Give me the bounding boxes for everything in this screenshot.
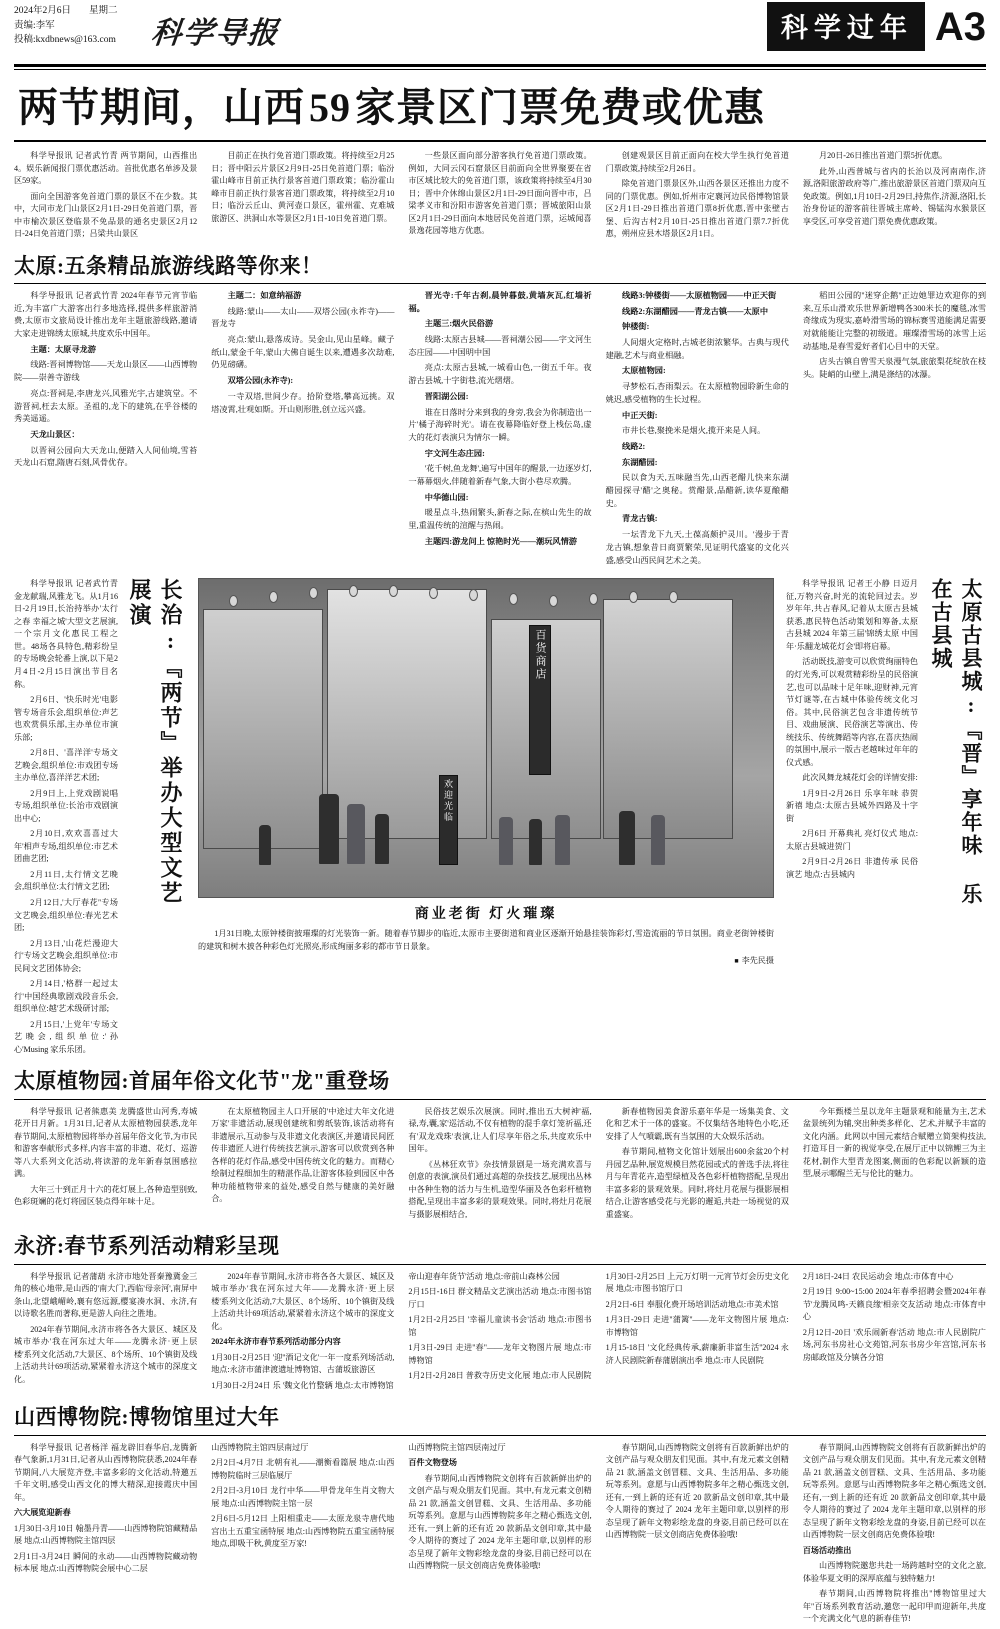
bg-p0: 大年三十到正月十六的花灯展上,各种造型别致,色彩斑斓的花灯将园区装点得年味十足。 bbox=[14, 1184, 198, 1207]
headline-part2: 家景区门票免费或优惠 bbox=[355, 85, 765, 130]
ms-sub2: 百件文物登场 bbox=[408, 1458, 457, 1468]
tyoc-extra-0: 稻田公园的''迷穿企鹅''正边她罪边欢迎你的到来,互乐山滑欢乐世界新增鸭各300米长的魔毯,冰雪奇缘成为现实,嘉岭滑雪场的锦标赛雪道能满足需要对就能能让完整的初级道。璀璨滑雪场的冰雪上运动基地,是春雪爱好者们心目中的天堂。 bbox=[802, 290, 987, 351]
yj-col-2 bbox=[211, 1271, 394, 1396]
page-number: A3 bbox=[934, 4, 986, 49]
tr-c3-3: 太原植物园: bbox=[622, 366, 666, 376]
tr-byline: 科学导报讯 记者武竹青 2024年春节元宵节临近,为丰富广大游客出行多地选择,提供多样旅游消费,太原市文旅局设计推出龙年主题旅游线路,邀请大家走进锦绣太原城,共度欢乐中国年。 bbox=[14, 290, 198, 339]
tr-c3-0: 线路3:钟楼街——太原植物园——中正天街 bbox=[622, 290, 777, 300]
cz-item-6: 2月13日,'山花烂漫迎大行'专场文艺晚会,组织单位:市民间文艺团体协会; bbox=[14, 938, 118, 973]
lead-p3: 目前正在执行免首道门票政策。将持续至2月25日；晋中阳云片景区2月9日-25日免首道门票；临汾霍山峰市目前正执行景客首道门票政策；临汾霍山峰市目前正执行景客首道门票政策，将持续至2月10日；临汾云丘山、黄河壶口景区，霍州霍、克难城旅游区、洪洞山水等景区2月1日-10日免首道门票。 bbox=[211, 151, 395, 223]
headline-number: 59 bbox=[309, 85, 351, 130]
tr-item-5-h: 主题三:烟火民俗游 bbox=[424, 319, 494, 329]
ms-col-1 bbox=[14, 1442, 197, 1629]
photo-building-far-right bbox=[603, 599, 733, 839]
pedestrian-figure bbox=[499, 817, 513, 865]
ms-l3-1: 春节期间,山西博物院将推出''博物馆里过大年''百场系列教育活动,邀您一起印甲而迎新年,共度一个充满文化气息的新春佳节! bbox=[802, 1589, 987, 1624]
lead-col-1 bbox=[14, 150, 197, 244]
pedestrian-figure bbox=[375, 814, 389, 864]
lead-col-3 bbox=[408, 150, 591, 244]
ms-col-3 bbox=[408, 1442, 591, 1629]
yj-box-8: 2月2日-6日 奉服化费开场培训活动地点:市美术馆 bbox=[605, 1299, 779, 1309]
bg-col-4 bbox=[606, 1106, 789, 1225]
taiyuan-routes-body bbox=[14, 290, 986, 570]
tyoc-text bbox=[786, 578, 918, 1059]
ms-col-5 bbox=[803, 1442, 986, 1629]
lead-p4: 一些景区面向部分游客执行免首道门票政策。例如，大同云冈石窟景区目前面向全世界聚要在省市区域比较大的免首道门票，该政策将持续至4月30日；晋中介休绵山景区2月1日-29日面向晋中市，吕梁孝义市和汾阳市游客免首道门票；晋城旅阳山景区2月1日-29日面向本地居民免首道门票，运城闻喜景逸花园等地方优惠。 bbox=[408, 151, 592, 236]
tr-item-0-h: 主题：太原寻龙游 bbox=[30, 344, 96, 354]
bg-col-5 bbox=[803, 1106, 986, 1225]
yj-box-5: 1月3日-29日 走进''春''——龙年文物图片展 地点:市博物馆 bbox=[408, 1343, 592, 1365]
tr-item-4-h: 晋光寺:千年古刹,晨钟暮鼓,黄墙灰瓦,红墙祈福。 bbox=[408, 290, 592, 313]
ms-col-4 bbox=[606, 1442, 789, 1629]
photo-shop-sign: 百货商店 bbox=[529, 625, 551, 775]
ms-l1-1: 2月1日-3月24日 瞬间的永动——山西博物院藏动物标本展 地点:山西博物院会展中心二层 bbox=[14, 1551, 198, 1574]
tr-item-7-h: 宇文河生态庄园: bbox=[424, 448, 485, 458]
yj-box-3: 2月15日-16日 群文精品文艺演出活动 地点:市图书馆厅口 bbox=[408, 1287, 592, 1309]
museum-rule bbox=[14, 1435, 986, 1436]
tr-col-1 bbox=[14, 290, 197, 570]
tr-item-1-h: 天龙山景区： bbox=[30, 429, 80, 439]
tr-item-5-d: 亮点:太原古县城,一城看山色,一街五千年。夜游古县城,十字街巷,流光熠熠。 bbox=[408, 363, 592, 386]
taiyuan-routes-section bbox=[14, 254, 986, 571]
yj-box-1: 1月30日-2月24日 乐 '魏文化竹整辆 地点:太市博物馆 bbox=[211, 1380, 394, 1390]
lead-p7: 月20日-26日推出首道门票5折优惠。 bbox=[819, 151, 948, 160]
cz-item-1: 2月8日、'喜洋洋'专场文艺晚会,组织单位:市戏团专场主办单位,喜洋洋艺术团; bbox=[14, 748, 118, 783]
pedestrian-figure bbox=[529, 819, 542, 865]
photo-credit: ■ 李先民摄 bbox=[198, 955, 774, 966]
botanic-section bbox=[14, 1069, 986, 1224]
lead-p1: 科学导报讯 记者武竹青 两节期间，山西推出4。娱乐新闻报门票优惠活动。首批优惠名单涉及景区59家。 bbox=[14, 151, 198, 186]
ms-l3-0: 山西博物院邀您共赴一场跨越时空的文化之旅,体验华夏文明的深厚底蕴与独特魅力! bbox=[802, 1561, 987, 1583]
changzhi-article bbox=[14, 578, 186, 1059]
changzhi-vertical-title: 长治:『两节』举办大型文艺展演 bbox=[127, 578, 183, 907]
lead-col-5 bbox=[803, 150, 986, 244]
ms-l1-0: 1月30日-3月10日 翰墨丹青——山西博物院馆藏精品展 地点:山西博物院主馆四层 bbox=[14, 1523, 198, 1546]
page-title bbox=[14, 78, 986, 140]
tr-item-3-h: 双塔公园(永祚寺): bbox=[227, 376, 294, 386]
yongji-title: 永济:春节系列活动精彩呈现 bbox=[14, 1234, 280, 1259]
photo-note: 1月31日晚,太原钟楼街披璀璨的灯光装饰一新。随着春节脚步的临近,太原市主要街道和商业区逐渐开始悬挂装饰彩灯,雪造流丽的节日氛围。商业老街钟楼街的建筑和树木披各种彩色灯光照亮,形成绚丽多彩的都市节日景象。 bbox=[198, 929, 774, 951]
ms-l1-3: 2月2日-3月10日 龙行中华——甲骨龙年生肖文物大展 地点:山西博物院主馆一层 bbox=[211, 1486, 395, 1508]
bg-p6: 今年甄楼兰星以龙年主题景观和能量为主,艺术盆景统列为辅,突出种类多样化、艺术,并赋予丰富的文化内涵。此网以中国元素结合赋赠立简架构技法,打造耳目一新的视觉享受,在展厅正中以锦鲤三为主花材,制作大型青龙图案,侧面的色彩配以新颖的造型,展示哪醒兰无与伦比的魅力。 bbox=[802, 1106, 987, 1179]
tr-col-4 bbox=[606, 290, 789, 570]
headline-part1: 两节期间，山西 bbox=[18, 85, 305, 130]
botanic-rule bbox=[14, 1099, 986, 1100]
tr-c3-1: 线路2:东湖醋园——青龙古镇——太原中 bbox=[622, 306, 769, 316]
museum-section bbox=[14, 1405, 986, 1629]
tr-c3-4: 中正天街: bbox=[622, 410, 658, 420]
cz-item-8: 2月15日,'上党年'专场文艺晚会,组织单位:'孙心'Musing 家乐乐团。 bbox=[14, 1019, 118, 1054]
tr-c3-5: 线路2: bbox=[622, 441, 646, 451]
paper-logo: 科学导报 bbox=[149, 17, 282, 50]
tyoc-byline: 科学导报讯 记者王小静 日迈月征,万物兴奋,时光的流轮回过去。岁岁年年,共占春风,记着从太原古县城获悉,惠民特色活动策划和筹备,太原古县城 2024 年第三届'锦绣太原 中国年·乐翻龙城花灯会'即将启幕。 bbox=[786, 579, 918, 651]
lead-p5: 创建观景区目前正面向在校大学生执行免首道门票政策,持续至2月26日。 bbox=[605, 151, 789, 173]
lead-p2: 面向全国游客免首道门票的景区不在少数。其中，大同市龙门山景区2月1日-29日免首道门票，晋中市榆次景区登临景不免品景的通名史景区2月12日-24日免首道门票；吕梁共山景区 bbox=[14, 191, 198, 239]
pedestrian-figure bbox=[347, 804, 365, 864]
ms-sub1: 六大展览迎新春 bbox=[14, 1508, 71, 1518]
tr-item-2-l: 线路:蒙山——太山——双塔公园(永祚寺)——晋龙寺 bbox=[211, 306, 395, 329]
taiyuan-routes-title: 太原:五条精品旅游线路等你来！ bbox=[14, 253, 323, 278]
headline-rule bbox=[14, 140, 986, 142]
tyoc-p2: 1月9日-2月26日 乐享年味 恭贺新禧 地点:太原古县城外四路及十字街 bbox=[786, 788, 918, 823]
photo-caption: 商业老街 灯火璀璨 bbox=[414, 907, 558, 923]
yongji-body bbox=[14, 1271, 986, 1396]
tr-item-8-l: 暖星点斗,热闹繁头,新春之际,在槟山先生的故里,重温传统的渲醒与热闹。 bbox=[408, 508, 592, 531]
tr-col-5 bbox=[803, 290, 986, 570]
ms-l2-0b: 春节期间,山西博物院文创将有百款新鲜出炉的文创产品与观众朋友们见面。其中,有龙元素文创精品 21 款,涵盖文创冒糕、文具、生活用品、多功能玩等系列。意愿与山西博物院多年之精心甄选文创,还有,一到上新的还有近 20 款新品文创印章,其中最令人期待的赛过了 2024 龙年主题印章,以别样的形态呈现了新年文物彩绘龙盘的身姿,目前已经可以在山西博物院一层文创商店免费体验哦! bbox=[605, 1442, 789, 1540]
submission-email: 投稿:kxdbnews@163.com bbox=[14, 35, 116, 46]
lead-p8: 此外,山西普城与省内的长治以及河南南作,济源,洛阳旅游政府等广,推出旅游景区首道门票双向互免政策。例如,1月10日-2月29日,持焦作,济源,洛阳,长治身份证的游客前往晋城主席岭、锡锰沟水猴景区享受区,可享受首道门票免费优惠政策。 bbox=[802, 166, 987, 226]
tr-item-1-l: 以晋祠公园向大天龙山,便踏入人间仙境,雪苔天龙山石窟,隋唐石刻,风骨优存。 bbox=[14, 445, 198, 468]
botanic-title: 太原植物园:首届年俗文化节"龙"重登场 bbox=[14, 1069, 390, 1094]
editor-line: 责编:李军 bbox=[14, 20, 55, 31]
yj-box-11: 2月18日-24日 农民运动会 地点:市体育中心 bbox=[802, 1271, 954, 1281]
bg-col-2 bbox=[211, 1106, 394, 1225]
yj-box-6: 1月2日-2月28日 普救寺历史文化展 地点:市人民剧院 bbox=[408, 1371, 592, 1381]
cz-item-0: 2月6日、'快乐时光'电影管专场音乐会,组织单位:声艺也欢赏俱乐部,主办单位市演乐部; bbox=[14, 695, 118, 742]
ms-byline: 科学导报讯 记者杨洋 福龙辟旧春华启,龙腾新春气象新,1月31日,记者从山西博物院获悉,2024年春节期间,八大展览齐登,丰富多彩的文化活动,特邀五千年文明,感受山西文化的博大精深,迎接霞庆中国年。 bbox=[14, 1442, 198, 1502]
cz-item-2: 2月9日上,上党戏剧说唱专场,组织单位:长治市戏剧演出中心; bbox=[14, 788, 118, 823]
museum-title: 山西博物院:博物馆里过大年 bbox=[14, 1405, 280, 1430]
lead-story bbox=[14, 150, 986, 244]
lead-col-2 bbox=[211, 150, 394, 244]
tyoc-p4: 2月9日-2月26日 非遗传承 民俗演艺 地点:古县城内 bbox=[786, 857, 918, 879]
masthead-right bbox=[767, 2, 986, 51]
tyoc-p1: 此次风舞龙城花灯会的详情安排: bbox=[802, 773, 918, 783]
yj-box-0: 1月30日-2月25日 '迎''酒记文化'一年一度系列场活动,地点:永济市蒲津渡遗址博物馆、古蒲坂旅游区 bbox=[211, 1352, 395, 1375]
tr-c3-2: 钟楼街: bbox=[622, 322, 650, 332]
tr-c3-2l: 人间烟火定格时,古城老街浓繁华。古典与现代建融,艺术与商业相融。 bbox=[605, 338, 789, 360]
cz-item-5: 2月12日,'大厅春花''专场文艺晚会,组织单位:春光艺术团; bbox=[14, 898, 118, 933]
yongji-rule bbox=[14, 1264, 986, 1265]
tr-item-0-l: 线路:晋祠博物馆——天龙山景区——山西博物院——崇善寺游线 bbox=[14, 360, 198, 383]
section-banner: 科学过年 bbox=[767, 2, 925, 51]
street-photo bbox=[198, 578, 774, 898]
bg-p5: 春节期间,植物文化馆计划展出600余盆20个村丹园艺品种,展览规模目然花园或式的普选手法,将往月与年青花卉,造型绿植及各色彩杆植物搭配,呈现出丰富多彩的景观效果。同时,将灶月花展与摄影展相结合,让游客感受花与光影的邂逅,共赴一场视觉的双重盛宴。 bbox=[605, 1147, 789, 1219]
lead-p6: 除免首道门票景区外,山西各景区还推出力度不同的门票优惠。例如,忻州市定襄河边民俗博物馆景区2月1日-29日推出首道门票8折优惠,晋中张壁古堡、后沟古村2月10日-25日推出首道门票7.7折优惠，朔州应县木塔景区2月1日。 bbox=[605, 179, 789, 239]
yj-p0: 2024年春节期间,永济市将各各大景区、城区及城市举办'我在河东过大年——龙腾永济·更上层楼'系列文化活动,7大景区、8个场所、10个镇街及线上活动共计69项活动,紧紧着永济这个城市的深度文化。 bbox=[14, 1324, 198, 1384]
ms-l1-4: 2月6日-5月12日 上阳相重走——太原龙泉寺唐代地宫出土五重宝函特展 地点:山西博物院五重宝函特展地点,即吸干秋,黄度至万家! bbox=[211, 1514, 395, 1549]
tyoc-p3: 2月6日 开幕典礼 亮灯仪式 地点:太原古县城进贺门 bbox=[786, 829, 918, 851]
botanic-body bbox=[14, 1106, 986, 1225]
middle-block bbox=[14, 578, 986, 1059]
tr-item-2-h: 主题二：如意纳福游 bbox=[227, 290, 302, 300]
tr-c3-7l: 一坛青龙下九天,土葆高颇护灵川。'漫步于青龙古镇,想象昔日商贾繁荣,见证明代盛宴的文化兴盛,感受山西民间艺术之美。 bbox=[605, 530, 789, 565]
yj-col-3 bbox=[408, 1271, 591, 1396]
masthead-meta bbox=[14, 4, 142, 48]
yj-box-10: 1月15-18日 '文化经典传承,薪廉新非富生活''2024 永济人民剧院新春蒲剧演出季 地点:市人民剧院 bbox=[605, 1343, 789, 1365]
lead-col-4 bbox=[606, 150, 789, 244]
taiyuan-oldcity-article bbox=[786, 578, 986, 1059]
yj-col-1 bbox=[14, 1271, 197, 1396]
masthead bbox=[14, 0, 986, 62]
museum-body bbox=[14, 1442, 986, 1629]
ms-l2-tail: 春节期间,山西博物院文创将有百款新鲜出炉的文创产品与观众朋友们见面。其中,有龙元素文创精品 21 款,涵盖文创冒糕、文具、生活用品、多功能玩等系列。意愿与山西博物院多年之精心甄选文创,还有,一到上新的还有近 20 款新品文创印章,其中最令人期待的赛过了 2024 龙年主题印章,以别样的形态呈现了新年文物彩绘龙盘的身姿,目前已经可以在山西博物院一层文创商店免费体验哦! bbox=[802, 1442, 987, 1540]
changzhi-text bbox=[14, 578, 118, 1059]
masthead-rule-thin bbox=[14, 69, 986, 70]
bg-p2: 民俗技艺娱乐次展演。同时,推出五大树神'福,禄,寿,囊,家'巡活动,不仅有植物的混手拿灯笼祈福,还有'双龙戏珠'表演,让人们尽享年俗之乐,共度欢乐中国年。 bbox=[408, 1106, 592, 1154]
tr-item-6-l: 谁在日落时分来到我的身旁,我会为你制造出一片'橘子海碎时光'。请在夜幕降临好登上栈伝岛,虚大的花灯表演只为情尔一瞬。 bbox=[408, 407, 592, 442]
tr-col-2 bbox=[211, 290, 394, 570]
yj-box-4: 1月2日-2月25日 '幸福儿童读书会'活动 地点:市图书馆 bbox=[408, 1315, 592, 1337]
pedestrian-figure bbox=[555, 815, 570, 865]
bg-p3: 《丛林狂欢节》杂技情景剧是一场充满欢喜与创意的表演,演员们通过高超的杂技技艺,展现出丛林中各种生物的活力与生机,造型华丽及各色彩杆植物搭配,呈现出丰富多彩的景观效果。同时,将灶月花展与摄影展相结合, bbox=[408, 1159, 592, 1219]
tr-item-9-h: 主题四:游龙问上 惊艳时光——潮玩风情游 bbox=[424, 536, 577, 546]
bg-byline: 科学导报讯 记者熊惠美 龙腾盛世山河秀,寿城花开日月新。1月31日,记者从太原植物园获悉,龙年春节期间,太原植物园将举办首届年俗文化节,为市民和游客奉献形式多样,内容丰富的非遗、花灯、巡游等八大系列文化活动,将读游的龙年新春氛围感拉满。 bbox=[14, 1106, 198, 1179]
yj-byline: 科学导报讯 记者蒲葫 永济市地处晋秦豫冀金三角的核心地带,是山西的'南大门',西临'母亲河',南屏中条山,北望峨嵋岭,襄有悠远源,樱宴凑水洞、永济,有以诗歌名胜而著称,更是游人向往之胜地。 bbox=[14, 1271, 198, 1319]
yj-box-2: 帝山迎春年货节'活动 地点:帝前山森林公园 bbox=[408, 1271, 560, 1281]
photo-block bbox=[198, 578, 774, 1059]
pedestrian-figure bbox=[259, 825, 271, 865]
tr-item-5-l: 线路:太原古县城——晋祠潮公园——字文河生态庄园——中国明中国 bbox=[408, 335, 592, 357]
tr-c3-6: 东湖醋园: bbox=[622, 457, 658, 467]
bg-p4: 新春植物园美食游乐嘉年华是一场集美食、文化和艺术于一体的盛宴。不仅集结各地特色小吃,还安排了人气噴霸,既有当氛围的大众娱乐活动。 bbox=[605, 1106, 789, 1141]
ms-l2-0: 春节期间,山西博物院文创将有百款新鲜出炉的文创产品与观众朋友们见面。其中,有龙元素文创精品 21 款,涵盖文创冒糕、文具、生活用品、多功能玩等系列。意愿与山西博物院多年之精心甄选文创,还有,一到上新的还有近 20 款新品文创印章,其中最令人期待的赛过了 2024 龙年主题印章,以别样的形态呈现了新年文物彩绘龙盘的身姿,目前已经可以在山西博物院一层文创商店免费体验哦! bbox=[408, 1473, 592, 1571]
tr-item-2-d: 亮点:蒙山,悬落成诗。吴金山,见山星峰。藏子纸山,蒙金千年,蒙山大佛自诞生以来,遭遇多次劫难,仍见磅礴。 bbox=[211, 335, 395, 370]
tr-item-3-l: 一寺双塔,世间少存。拾阶登塔,攀高远挑。双塔凌霄,壮观如斯。开山则形胜,创立远兴盛。 bbox=[211, 391, 395, 414]
cz-item-3: 2月10日,欢欢喜喜过大年'相声专场,组织单位:市艺术团曲艺团; bbox=[14, 829, 118, 864]
bg-col-3 bbox=[408, 1106, 591, 1225]
tr-item-0-d: 亮点:晋祠是,李唐龙兴,风雅光宇,古建筑堂。不游晋祠,枉去太原。圣祖的,龙下的建筑,在乎谷楼的秀美遥遥。 bbox=[14, 388, 198, 424]
yongji-section bbox=[14, 1234, 986, 1395]
ms-col-2 bbox=[211, 1442, 394, 1629]
tyoc-p0: 活动既技,游变可以欣赏绚丽特色的灯光秀,可以观赏精彩纷呈的民俗演艺,也可以品味十足年味,迎财神,元宵节灯谜等,在古城中体验传统文化习俗。其中,民俗演艺包含非遗传统节目、戏曲展演、民俗演艺等演出、传统技乐、传统舞蹈等内容,在喜庆热闹的氛围中,展示一版古老越味过年年的仪式感。 bbox=[786, 657, 918, 767]
issue-weekday: 星期二 bbox=[89, 6, 118, 16]
bg-col-1 bbox=[14, 1106, 197, 1225]
yj-box-7: 1月30日-2月25日 上元万灯明一元宵节灯会历史文化展 地点:市图书馆厅口 bbox=[605, 1271, 789, 1294]
pedestrian-figure bbox=[619, 811, 635, 865]
tr-c3-4l: 市井长巷,聚挽米是烟火,揽开来是人间。 bbox=[622, 426, 766, 436]
cz-item-4: 2月11日,太行情文艺晚会,组织单位:太行情文艺团; bbox=[14, 869, 118, 892]
taiyuan-routes-rule bbox=[14, 283, 986, 284]
yj-p0b: 2024年春节期间,永济市将各各大景区、城区及城市举办'我在河东过大年——龙腾永济·更上层楼'系列文化活动,7大景区、8个场所、10个镇街及线上活动共计69项活动,紧紧着永济这个城市的深度文化。 bbox=[211, 1271, 395, 1331]
yj-col-5 bbox=[803, 1271, 986, 1396]
tyoc-extra-1: 店头古镇自曾雪天泉漫气氛,旅旅梨花绽放在枝头。陡峭的山壁上,满是涤结的冰瀑。 bbox=[802, 357, 987, 380]
photo-building-left bbox=[203, 609, 323, 849]
tr-col-3 bbox=[408, 290, 591, 570]
cz-byline: 科学导报讯 记者武竹青 金龙献瑞,风雅龙飞。从1月16日-2月19日,长治持举办'太行之春 幸福之城'大型文艺展演,一个宗月文化惠民工程之世。48场各具特色,精彩纷呈的专场晚会轮番上演,以下是2月4日-2月15日演出节目名称。 bbox=[14, 579, 118, 689]
ms-hall: 山西博物院主馆四层南过厅 bbox=[408, 1442, 506, 1452]
tyoc-vertical-title: 太原古县城:『晋』享年味 乐在古县城 bbox=[929, 578, 983, 907]
ms-l1-2: 2月2日-4月7日 北朝有礼——潮衡看篇展 地点:山西博物院临时三层临展厅 bbox=[211, 1458, 395, 1480]
tr-c3-3l: 寻梦松石,杏雨梨云。在太原植物园聆新生命的姚迟,感受植物的生长过程。 bbox=[605, 382, 789, 404]
photo-building-center bbox=[327, 589, 487, 839]
pedestrian-figure bbox=[319, 794, 339, 864]
ms-l1-5: 山西博物院主馆四层南过厅 bbox=[211, 1442, 309, 1452]
tr-item-7-l: '花千树,鱼龙舞',遍写中国年的醒景,一边逐岁灯,一幕幕烟火,伴随着新春气象,大街小巷尽欢腾。 bbox=[408, 464, 592, 487]
tr-item-8-h: 中华德山园: bbox=[424, 492, 469, 502]
cz-item-7: 2月14日,'格群一起过太行'中国经典歌剧戏段音乐会,组织单位:越'艺术级研讨部; bbox=[14, 979, 118, 1014]
ms-sub3: 百场活动推出 bbox=[802, 1545, 852, 1555]
tr-c3-7: 青龙古镇: bbox=[622, 514, 658, 524]
masthead-rule-thick bbox=[14, 64, 986, 67]
bg-p1: 在太原植物园主人口开展的'中途过大年文化进万家'非遗活动,展现创建统和剪纸装饰,该活动将有非遗展示,互动参与及非遗文化表演区,并邀请民间匠传非遗匠人进行传统技艺演示,游客可以欣赏到各种各样的花灯作品,感受中国传统文化的魅力。而精心绘制过程细加生的精湛作品,让游客体验到园区中各种功能植物带来的益处,感受自然与健康的美好融合。 bbox=[211, 1106, 395, 1204]
tr-c3-6l: 民以食为天,五味融当先,山西老醋儿快来东湖醋园探寻'醋'之奥秘。赏醋景,品醋新,读华夏酿醋史。 bbox=[605, 473, 789, 508]
yj-box-13: 2月12日-20日 '欢乐闹新春'活动 地点:市人民剧院广场,河东书房社心文苑馆,河东书房少年宫馆,河东书房邮政馆及分镇各分馆 bbox=[802, 1327, 987, 1362]
yj-col-4 bbox=[606, 1271, 789, 1396]
issue-date: 2024年2月6日 bbox=[14, 6, 72, 16]
yj-box-9: 1月3日-29日 走进''蒲篱''——龙年文物图片展 地点:市博物馆 bbox=[605, 1315, 789, 1337]
yj-box-title: 2024年永济市春节系列活动部分内容 bbox=[211, 1337, 341, 1347]
yj-box-12: 2月19日 9:00~15:00 2024年春季招聘会暨2024年春节'龙腾凤鸣-天籁良缘'相亲交友活动 地点:市体育中心 bbox=[802, 1287, 987, 1322]
tr-item-6-h: 晋阳湖公园: bbox=[424, 391, 469, 401]
photo-welcome-sign: 欢迎光临 bbox=[439, 775, 458, 865]
pedestrian-figure bbox=[651, 815, 665, 865]
